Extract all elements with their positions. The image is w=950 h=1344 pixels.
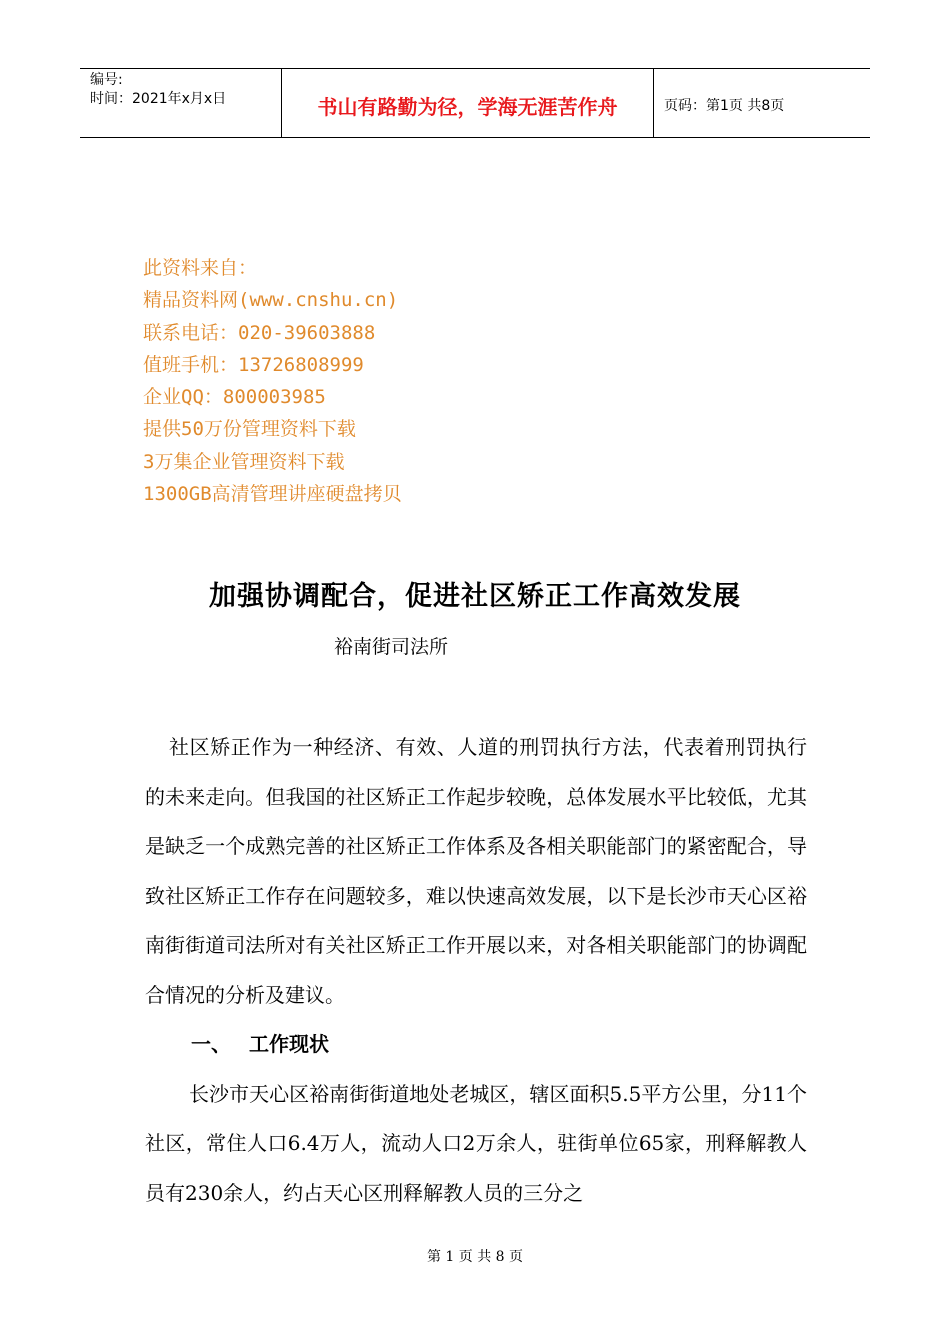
organization-name: 裕南街司法所 (334, 636, 449, 658)
paragraph-status: 长沙市天心区裕南街街道地处老城区，辖区面积5.5平方公里，分11个社区，常住人口6.4万人，流动人口2万余人，驻街单位65家，刑释解教人员有230余人，约占天心区刑释解教人员的三分之 (145, 1081, 807, 1205)
header-table (80, 68, 870, 138)
header-motto: 书山有路勤为径，学海无涯苦作舟 (282, 69, 654, 137)
source-line: 3万集企业管理资料下载 (143, 450, 345, 473)
time-label: 时间：2021年x月x日 (90, 91, 227, 107)
source-line-website: 精品资料网(www.cnshu.cn) (143, 289, 399, 312)
header-meta (80, 69, 282, 137)
section-heading (145, 1020, 807, 1070)
source-line-qq: 企业QQ：800003985 (143, 386, 326, 409)
source-line-phone: 联系电话：020-39603888 (143, 321, 376, 344)
source-line-mobile: 值班手机：13726808999 (143, 353, 364, 376)
source-info-block (143, 252, 402, 510)
source-line: 1300GB高清管理讲座硬盘拷贝 (143, 483, 402, 506)
section-title: 工作现状 (249, 1032, 329, 1056)
paragraph-intro: 社区矫正作为一种经济、有效、人道的刑罚执行方法，代表着刑罚执行的未来走向。但我国的社区矫正工作起步较晚，总体发展水平比较低，尤其是缺乏一个成熟完善的社区矫正工作体系及各相关职能部门的紧密配合，导致社区矫正工作存在问题较多，难以快速高效发展，以下是长沙市天心区裕南街街道司法所对有关社区矫正工作开展以来，对各相关职能部门的协调配合情况的分析及建议。 (145, 735, 807, 1007)
header-page-info: 页码：第1页 共8页 (664, 98, 785, 114)
source-line: 提供50万份管理资料下载 (143, 418, 356, 441)
number-label: 编号: (90, 72, 123, 88)
page-footer: 第 1 页 共 8 页 (426, 1249, 524, 1265)
document-title: 加强协调配合，促进社区矫正工作高效发展 (209, 581, 741, 612)
source-line: 此资料来自： (143, 257, 258, 279)
section-number: 一、 (191, 1032, 231, 1056)
document-body (145, 723, 807, 1218)
